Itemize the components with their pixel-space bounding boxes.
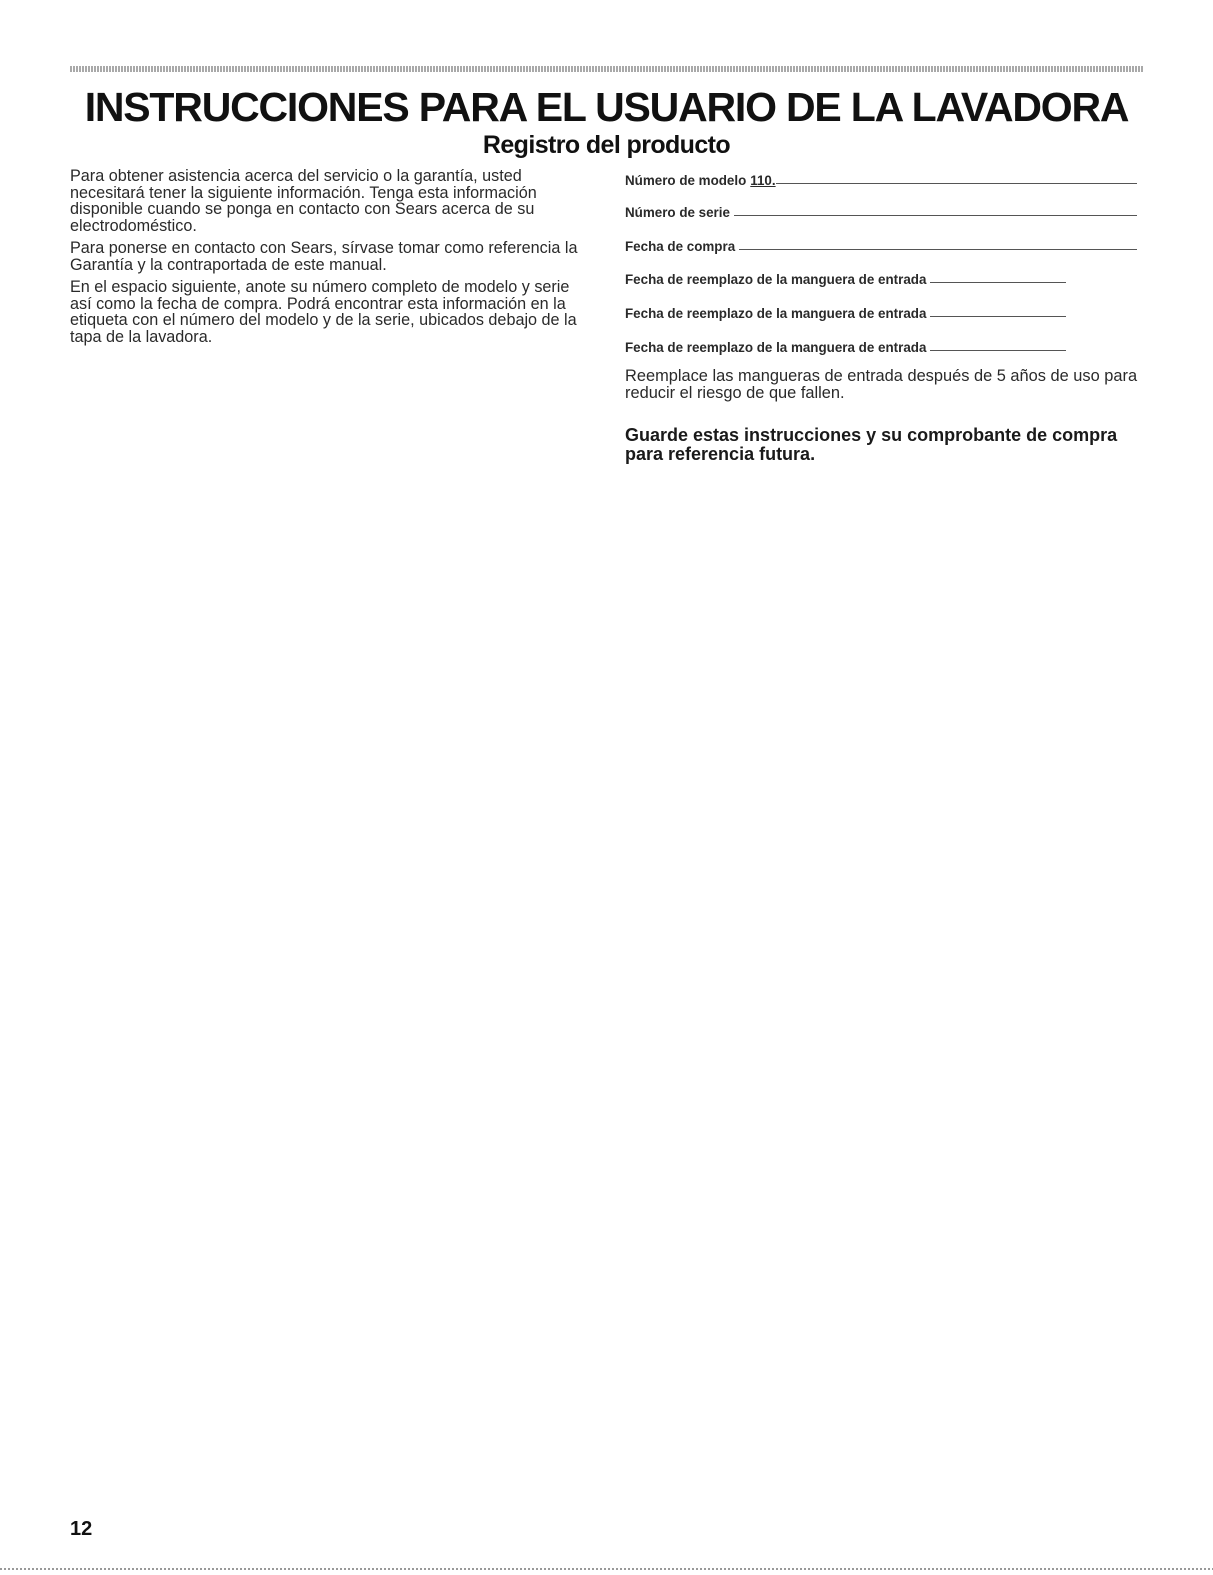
top-decorative-rule <box>70 66 1144 72</box>
hose-replacement-blank-line-2[interactable] <box>930 316 1066 317</box>
hose-replacement-blank-line-1[interactable] <box>930 282 1066 283</box>
purchase-date-blank-line[interactable] <box>739 249 1137 250</box>
hose-replacement-date-field-1[interactable] <box>625 267 1135 287</box>
keep-instructions-notice: Guarde estas instrucciones y su comprobante de compra para referencia futura. <box>625 425 1118 464</box>
model-number-blank-line[interactable] <box>776 183 1137 184</box>
intro-column <box>70 168 590 351</box>
model-number-prefix: 110. <box>750 173 776 188</box>
serial-number-label: Número de serie <box>625 205 730 220</box>
hose-replacement-note: Reemplace las mangueras de entrada después de 5 años de uso para reducir el riesgo de que fallen. <box>625 367 1138 402</box>
hose-replacement-date-field-2[interactable] <box>625 301 1135 321</box>
intro-paragraph-1: Para obtener asistencia acerca del servicio o la garantía, usted necesitará tener la siguiente información. Tenga esta información disponible cuando se ponga en contacto con Sears acerca de su electrodoméstico. <box>70 167 537 235</box>
model-number-label: Número de modelo <box>625 173 747 188</box>
section-title: Registro del producto <box>482 131 731 159</box>
intro-paragraph-3: En el espacio siguiente, anote su número completo de modelo y serie así como la fecha de compra. Podrá encontrar esta información en la etiqueta con el número del modelo y de la serie, ubicados debajo de la tapa de la lavadora. <box>70 278 577 346</box>
page-title: INSTRUCCIONES PARA EL USUARIO DE LA LAVADORA <box>84 84 1129 130</box>
purchase-date-label: Fecha de compra <box>625 239 736 254</box>
serial-number-blank-line[interactable] <box>734 215 1137 216</box>
hose-replacement-date-field-3[interactable] <box>625 335 1135 355</box>
bottom-decorative-rule <box>0 1568 1213 1570</box>
intro-paragraph-2: Para ponerse en contacto con Sears, sírvase tomar como referencia la Garantía y la contraportada de este manual. <box>70 239 578 274</box>
hose-replacement-label-3: Fecha de reemplazo de la manguera de entrada <box>625 340 927 355</box>
hose-replacement-blank-line-3[interactable] <box>930 350 1066 351</box>
hose-replacement-label-1: Fecha de reemplazo de la manguera de entrada <box>625 272 927 287</box>
hose-replacement-label-2: Fecha de reemplazo de la manguera de entrada <box>625 306 927 321</box>
model-number-field[interactable] <box>625 168 1137 188</box>
page-number: 12 <box>70 1518 93 1540</box>
purchase-date-field[interactable] <box>625 234 1137 254</box>
serial-number-field[interactable] <box>625 200 1137 220</box>
